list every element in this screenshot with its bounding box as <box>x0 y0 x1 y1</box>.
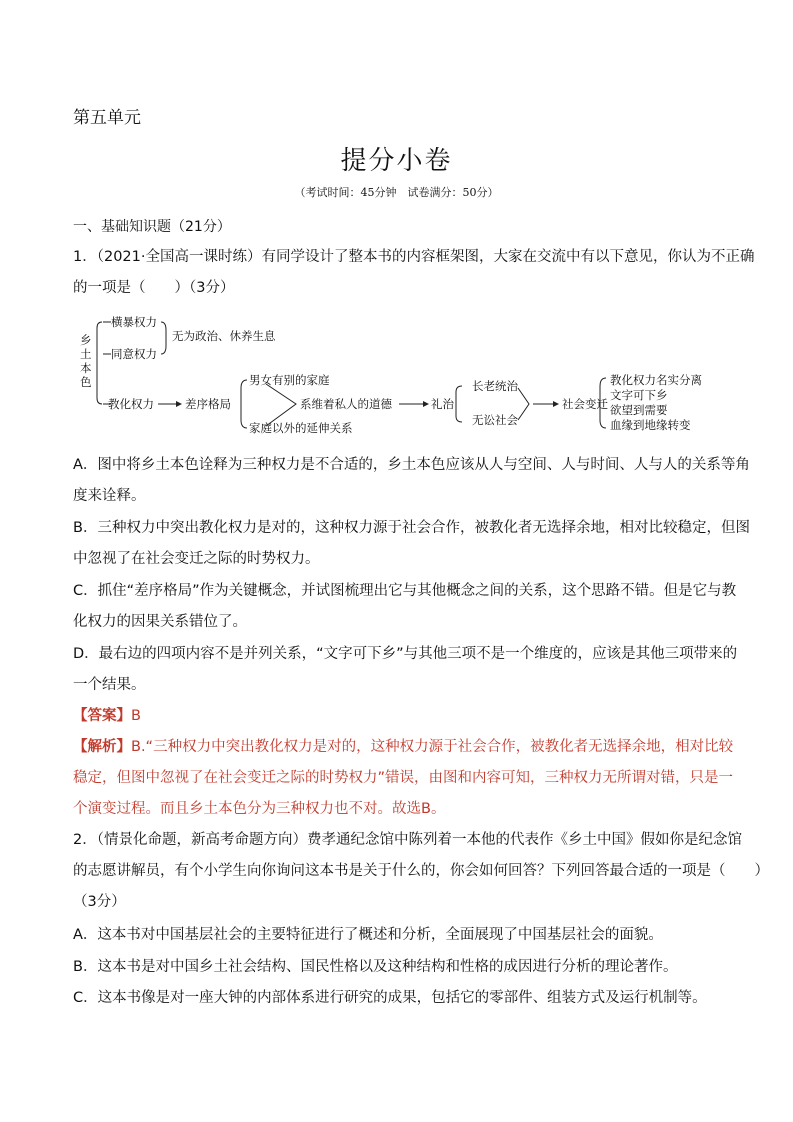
q1-option-b-line2: 中忽视了在社会变迁之际的时势权力。 <box>73 551 320 567</box>
diagram-out2: 文字可下乡 <box>610 388 668 402</box>
diagram-root-char: 土 <box>80 347 92 361</box>
q1-option-a-line2: 度来诠释。 <box>73 488 146 504</box>
q1-stem-line2: 的一项是（ ）（3分） <box>73 280 235 296</box>
section-title: 一、基础知识题（21分） <box>73 219 231 235</box>
q1-analysis-line1 <box>73 737 733 757</box>
q1-option-d-line1: D．最右边的四项内容不是并列关系，“文字可下乡”与其他三项不是一个维度的，应该是其他三项带来的 <box>73 646 738 662</box>
diagram-result12: 无为政治、休养生息 <box>172 329 276 343</box>
diagram-family1: 男女有别的家庭 <box>249 373 330 387</box>
q2-stem-line2: 的志愿讲解员，有个小学生向你询问这本书是关于什么的，你会如何回答？下列回答最合适的一项是（ ） <box>73 863 769 879</box>
diagram-root-char: 本 <box>80 361 92 375</box>
q1-analysis-line2: 稳定，但图中忽视了在社会变迁之际的时势权力”错误，由图和内容可知，三种权力无所谓对错，只是一 <box>73 770 734 786</box>
q1-option-b-line1: B．三种权力中突出教化权力是对的，这种权力源于社会合作，被教化者无选择余地，相对比较稳定，但图 <box>73 520 750 536</box>
diagram-root-char: 色 <box>80 375 92 389</box>
diagram-moral: 系维着私人的道德 <box>300 397 392 411</box>
q2-stem-line1: 2．（情景化命题，新高考命题方向）费孝通纪念馆中陈列着一本他的代表作《乡土中国》假如你是纪念馆 <box>73 832 742 848</box>
diagram-family2: 家庭以外的延伸关系 <box>249 421 353 435</box>
unit-heading: 第五单元 <box>73 108 141 128</box>
q1-stem-line1: 1．（2021·全国高一课时练）有同学设计了整本书的内容框架图，大家在交流中有以下意见，你认为不正确 <box>73 249 755 265</box>
q1-analysis-line3: 个演变过程。而且乡土本色分为三种权力也不对。故选B。 <box>73 801 446 817</box>
q2-option-c: C．这本书像是对一座大钟的内部体系进行研究的成果，包括它的零部件、组装方式及运行机制等。 <box>73 990 707 1006</box>
diagram-elder: 长老统治 <box>472 379 518 393</box>
diagram-chaxu: 差序格局 <box>185 397 231 411</box>
q1-option-c-line2: 化权力的因果关系错位了。 <box>73 614 247 630</box>
q1-answer <box>73 706 141 726</box>
diagram-out1: 教化权力名实分离 <box>610 373 702 387</box>
page-title: 提分小卷 <box>340 146 453 176</box>
q1-option-d-line2: 一个结果。 <box>73 677 146 693</box>
diagram-nolawsuit: 无讼社会 <box>472 413 518 427</box>
diagram-power2: 同意权力 <box>111 347 157 361</box>
diagram-change: 社会变迁 <box>562 397 608 411</box>
answer-value: B <box>131 708 141 724</box>
diagram-out3: 欲望到需要 <box>610 403 668 417</box>
q2-option-b: B．这本书是对中国乡土社会结构、国民性格以及这种结构和性格的成因进行分析的理论著作。 <box>73 959 678 975</box>
diagram-power1: 横暴权力 <box>111 315 157 329</box>
exam-info: （考试时间：45分钟 试卷满分：50分） <box>294 186 499 199</box>
answer-label: 【答案】 <box>73 708 131 724</box>
diagram-power3: 教化权力 <box>108 397 154 411</box>
diagram-lizhi: 礼治 <box>431 397 454 411</box>
diagram-root-char: 乡 <box>80 333 92 347</box>
analysis-label: 【解析】 <box>73 739 131 755</box>
q2-stem-line3: （3分） <box>73 894 126 910</box>
analysis-text: B.“三种权力中突出教化权力是对的，这种权力源于社会合作，被教化者无选择余地，相对比较 <box>131 739 734 755</box>
q1-option-c-line1: C．抓住“差序格局”作为关键概念，并试图梳理出它与其他概念之间的关系，这个思路不错。但是它与教 <box>73 583 737 599</box>
diagram-out4: 血缘到地缘转变 <box>610 418 691 432</box>
q1-option-a-line1: A．图中将乡土本色诠释为三种权力是不合适的，乡土本色应该从人与空间、人与时间、人与人的关系等角 <box>73 457 750 473</box>
q2-option-a: A．这本书对中国基层社会的主要特征进行了概述和分析，全面展现了中国基层社会的面貌。 <box>73 927 663 943</box>
framework-diagram <box>78 308 718 438</box>
